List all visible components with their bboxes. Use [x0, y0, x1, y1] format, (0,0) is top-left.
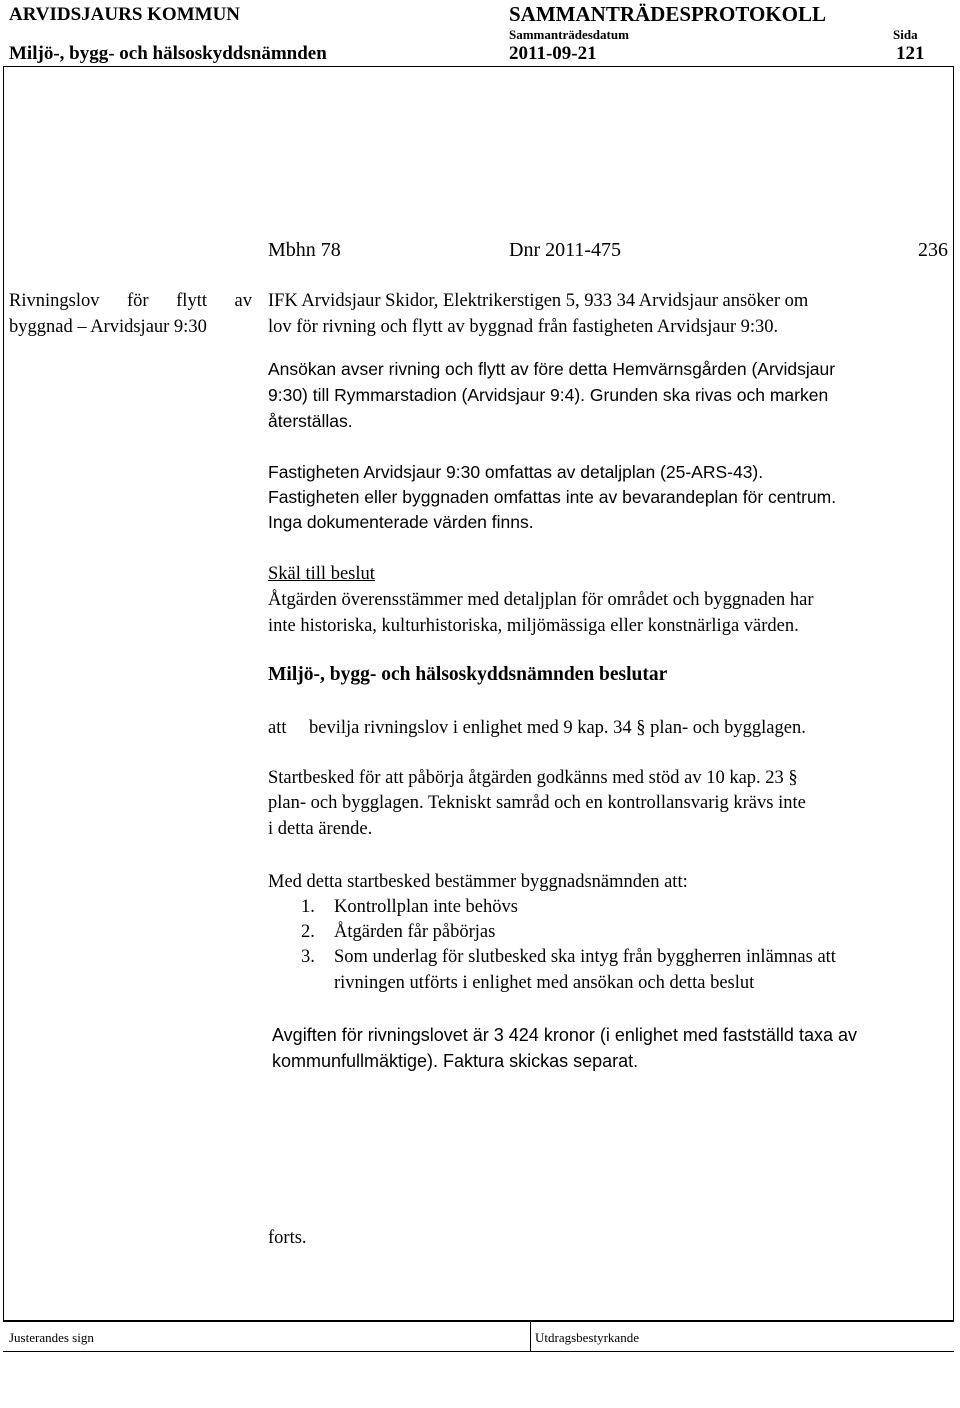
att-decision: bevilja rivningslov i enlighet med 9 kap. 34 § plan- och bygglagen.: [309, 718, 806, 738]
property-line: Fastigheten Arvidsjaur 9:30 omfattas av detaljplan (25-ARS-43).: [268, 462, 764, 482]
side-title-line2: byggnad – Arvidsjaur 9:30: [9, 317, 207, 337]
page-number: 121: [896, 43, 925, 64]
reason-heading-text: Skäl till beslut: [268, 564, 375, 584]
side-title-word: för: [127, 291, 149, 311]
fee-line: kommunfullmäktige). Faktura skickas separat.: [272, 1051, 639, 1071]
property-line: Inga dokumenterade värden finns.: [268, 512, 534, 532]
start-line: i detta ärende.: [268, 819, 373, 839]
committee-name: Miljö-, bygg- och hälsoskyddsnämnden: [9, 43, 327, 64]
property-line: Fastigheten eller byggnaden omfattas inte av bevarandeplan för centrum.: [268, 487, 837, 507]
list-num: 2.: [301, 922, 315, 942]
decision-heading: Miljö-, bygg- och hälsoskyddsnämnden beslutar: [268, 664, 668, 685]
application-line: återställas.: [268, 411, 353, 431]
date-label: Sammanträdesdatum: [509, 27, 629, 42]
page-frame: [3, 66, 954, 1321]
application-line: Ansökan avser rivning och flytt av före detta Hemvärnsgården (Arvidsjaur: [268, 359, 836, 379]
case-number: 236: [918, 239, 948, 261]
page-label: Sida: [893, 27, 918, 42]
intro-line: lov för rivning och flytt av byggnad från fastigheten Arvidsjaur 9:30.: [268, 317, 779, 337]
list-intro: Med detta startbesked bestämmer byggnadsnämnden att:: [268, 872, 688, 892]
list-item: Som underlag för slutbesked ska intyg från byggherren inlämnas att: [334, 947, 836, 967]
application-line: 9:30) till Rymmarstadion (Arvidsjaur 9:4). Grunden ska rivas och marken: [268, 385, 829, 405]
list-item-cont: rivningen utförts i enlighet med ansökan och detta beslut: [334, 973, 755, 993]
footer-divider: [530, 1321, 531, 1351]
list-item: Kontrollplan inte behövs: [334, 897, 518, 917]
start-line: plan- och bygglagen. Tekniskt samråd och en kontrollansvarig krävs inte: [268, 793, 806, 813]
list-item: Åtgärden får påbörjas: [334, 922, 496, 942]
continued-marker: forts.: [268, 1228, 307, 1248]
start-line: Startbesked för att påbörja åtgärden godkänns med stöd av 10 kap. 23 §: [268, 768, 798, 788]
list-num: 3.: [301, 947, 315, 967]
side-title-line1: [9, 288, 252, 314]
att-word: att: [268, 718, 287, 738]
side-title-word: av: [234, 291, 252, 311]
intro-line: IFK Arvidsjaur Skidor, Elektrikerstigen 5, 933 34 Arvidsjaur ansöker om: [268, 291, 809, 311]
meeting-date: 2011-09-21: [509, 43, 597, 64]
footer-top-border: [3, 1321, 954, 1322]
reason-line: inte historiska, kulturhistoriska, miljömässiga eller konstnärliga värden.: [268, 616, 799, 636]
list-num: 1.: [301, 897, 315, 917]
reason-heading: [268, 561, 375, 587]
dnr: Dnr 2011-475: [509, 239, 622, 261]
side-title-word: Rivningslov: [9, 291, 100, 311]
reason-line: Åtgärden överensstämmer med detaljplan för området och byggnaden har: [268, 590, 814, 610]
fee-line: Avgiften för rivningslovet är 3 424 kronor (i enlighet med fastställd taxa av: [272, 1025, 857, 1045]
footer-certification-label: Utdragsbestyrkande: [535, 1330, 639, 1345]
side-title-word: flytt: [176, 291, 207, 311]
protocol-title: SAMMANTRÄDESPROTOKOLL: [509, 2, 826, 26]
footer-bottom-border: [3, 1351, 954, 1352]
municipality-name: ARVIDSJAURS KOMMUN: [9, 4, 241, 25]
paragraph-number: Mbhn 78: [268, 239, 341, 261]
footer-signature-label: Justerandes sign: [9, 1330, 94, 1345]
